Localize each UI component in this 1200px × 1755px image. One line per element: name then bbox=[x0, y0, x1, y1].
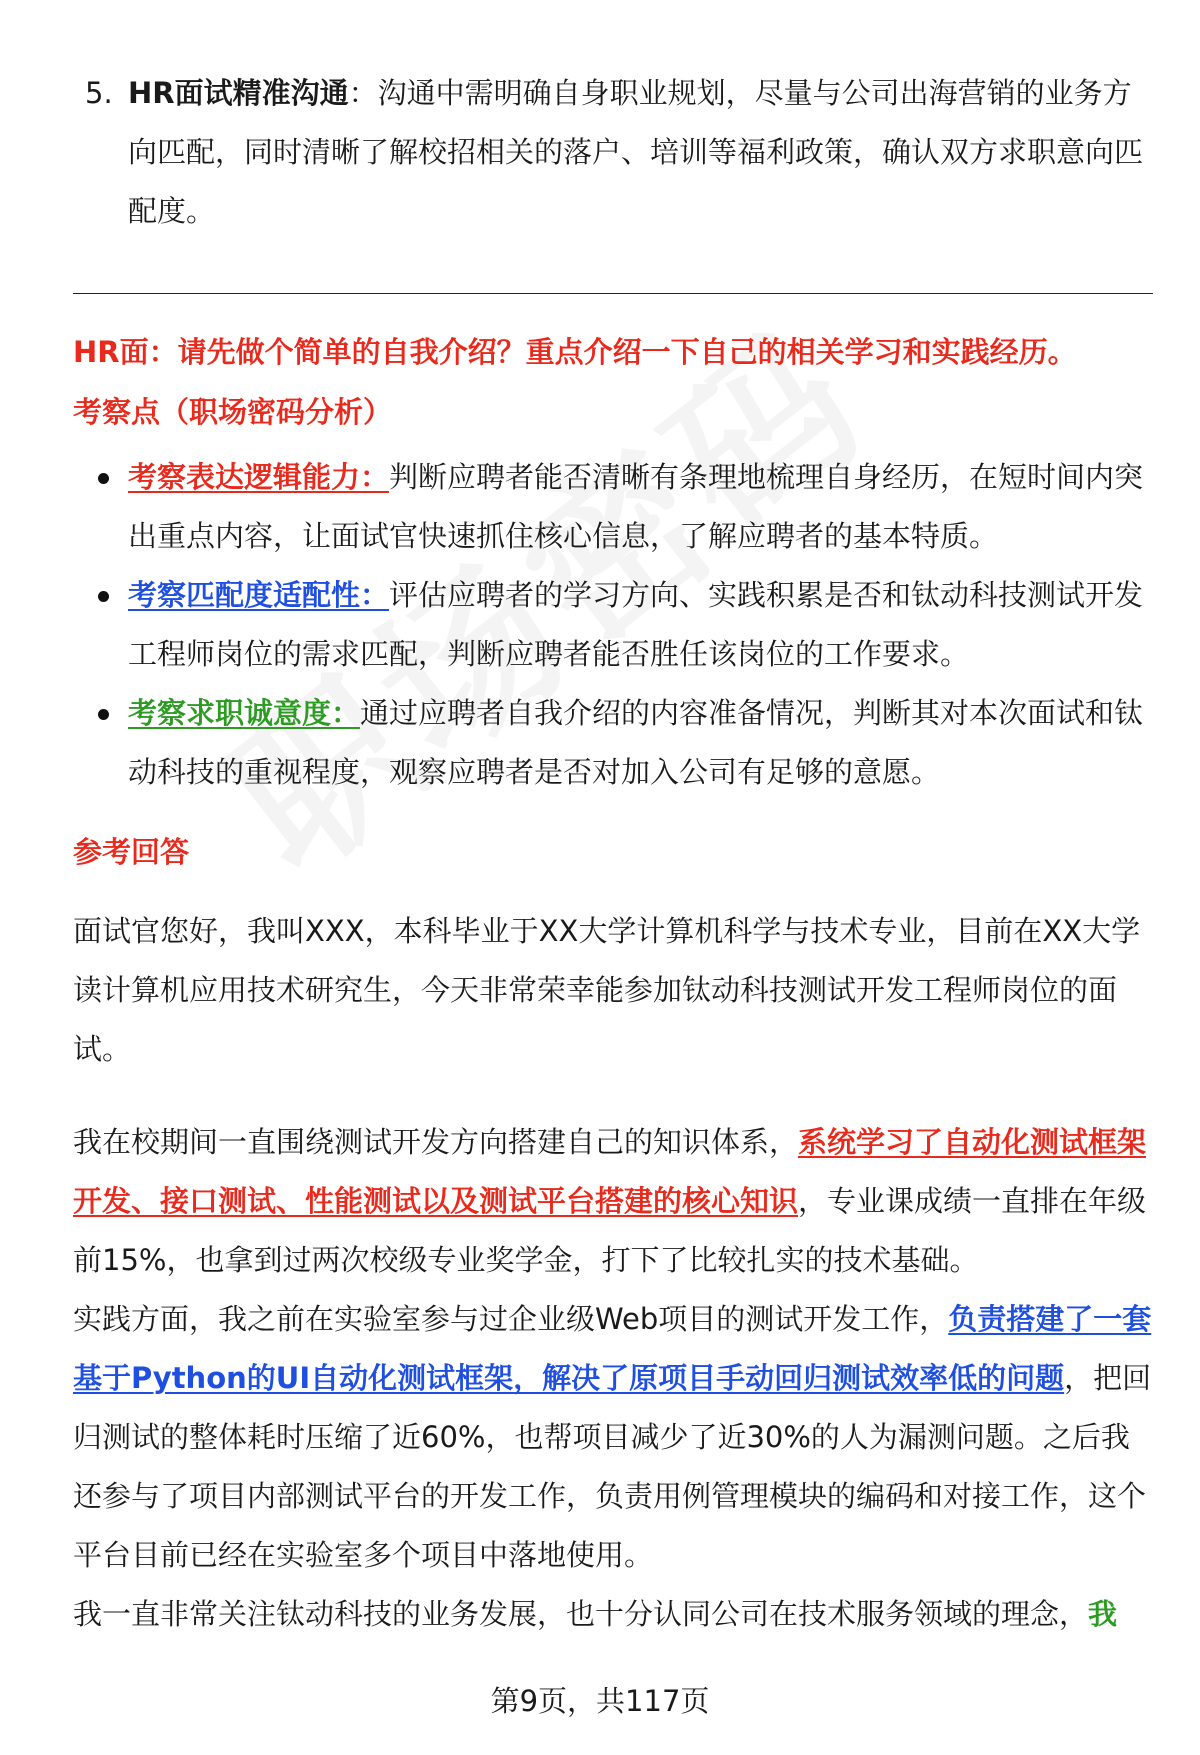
answer-paragraph-3 bbox=[73, 1290, 1153, 1585]
item-text: 沟通中需明确自身职业规划，尽量与公司出海营销的业务方向匹配，同时清晰了解校招相关的落户、培训等福利政策，确认双方求职意向匹配度。 bbox=[128, 76, 1144, 228]
interview-question: HR面：请先做个简单的自我介绍？重点介绍一下自己的相关学习和实践经历。 bbox=[73, 335, 1077, 369]
answer-heading: 参考回答 bbox=[73, 835, 190, 869]
answer-text: ，专业课成绩一直排在年级前15%，也拿到过两次校级专业奖学金，打下了比较扎实的技术基础。 bbox=[73, 1184, 1147, 1277]
analysis-text: 评估应聘者的学习方向、实践积累是否和钛动科技测试开发工程师岗位的需求匹配，判断应聘者能否胜任该岗位的工作要求。 bbox=[128, 578, 1144, 671]
answer-highlight-green: 我 bbox=[1088, 1597, 1118, 1631]
analysis-text: 通过应聘者自我介绍的内容准备情况，判断其对本次面试和钛动科技的重视程度，观察应聘者是否对加入公司有足够的意愿。 bbox=[128, 696, 1144, 789]
item-title: HR面试精准沟通 bbox=[128, 76, 349, 110]
analysis-heading: 考察点（职场密码分析） bbox=[73, 395, 393, 429]
analysis-item-logic bbox=[73, 448, 1153, 566]
answer-paragraph-1: 面试官您好，我叫XXX，本科毕业于XX大学计算机科学与技术专业，目前在XX大学读计算机应用技术研究生，今天非常荣幸能参加钛动科技测试开发工程师岗位的面试。 bbox=[73, 914, 1141, 1066]
bullet-dot bbox=[98, 473, 109, 484]
answer-highlight-red: 系统学习了自动化测试框架开发、接口测试、性能测试以及测试平台搭建的核心知识 bbox=[73, 1125, 1147, 1218]
analysis-label: 考察求职诚意度： bbox=[128, 696, 361, 730]
analysis-item-match bbox=[73, 566, 1153, 684]
answer-paragraph-4 bbox=[73, 1585, 1153, 1644]
page-footer: 第9页，共117页 bbox=[490, 1684, 710, 1718]
answer-highlight-blue: 负责搭建了一套基于Python的UI自动化测试框架，解决了原项目手动回归测试效率低的问题 bbox=[73, 1302, 1152, 1395]
section-divider bbox=[73, 293, 1153, 294]
numbered-item-5 bbox=[73, 64, 1153, 241]
answer-text: 我一直非常关注钛动科技的业务发展，也十分认同公司在技术服务领域的理念， bbox=[73, 1597, 1089, 1631]
answer-text: ，把回归测试的整体耗时压缩了近60%，也帮项目减少了近30%的人为漏测问题。之后我还参与了项目内部测试平台的开发工作，负责用例管理模块的编码和对接工作，这个平台目前已经在实验室多个项目中落地使用。 bbox=[73, 1361, 1152, 1572]
analysis-list bbox=[73, 448, 1153, 802]
page-content bbox=[73, 64, 1153, 1644]
analysis-label: 考察匹配度适配性： bbox=[128, 578, 390, 612]
analysis-label: 考察表达逻辑能力： bbox=[128, 460, 390, 494]
analysis-item-sincerity bbox=[73, 684, 1153, 802]
item-number: 5. bbox=[85, 76, 113, 110]
item-colon: ： bbox=[348, 76, 378, 110]
analysis-text: 判断应聘者能否清晰有条理地梳理自身经历，在短时间内突出重点内容，让面试官快速抓住核心信息，了解应聘者的基本特质。 bbox=[128, 460, 1144, 553]
answer-paragraph-2 bbox=[73, 1113, 1153, 1290]
bullet-dot bbox=[98, 709, 109, 720]
answer-text: 我在校期间一直围绕测试开发方向搭建自己的知识体系， bbox=[73, 1125, 799, 1159]
answer-text: 实践方面，我之前在实验室参与过企业级Web项目的测试开发工作， bbox=[73, 1302, 949, 1336]
bullet-dot bbox=[98, 591, 109, 602]
